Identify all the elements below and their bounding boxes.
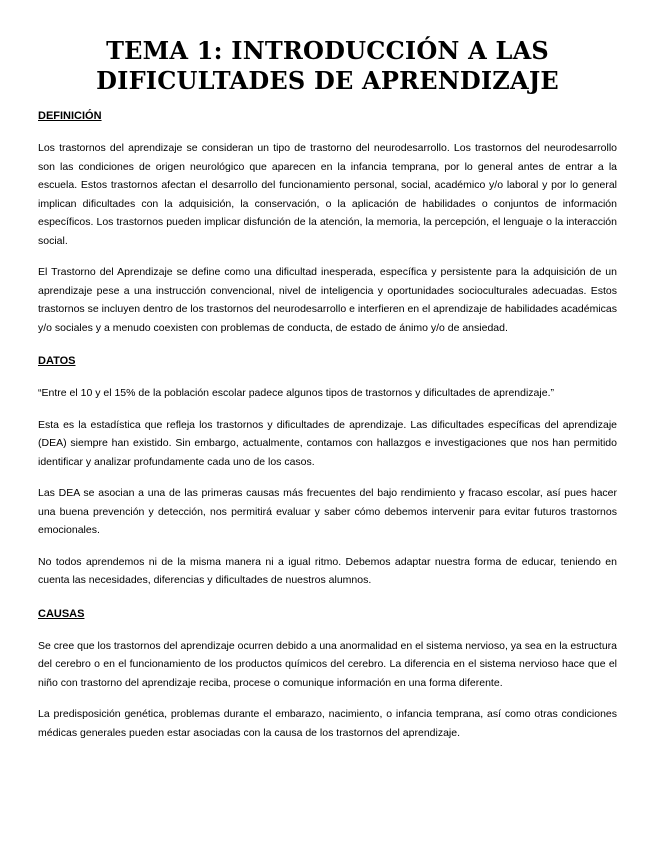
title-line-1: TEMA 1: INTRODUCCIÓN A LAS xyxy=(106,36,549,65)
datos-paragraph-3: Las DEA se asocian a una de las primeras causas más frecuentes del bajo rendimiento y fracaso escolar, así pues hacer una buena prevención y detección, nos permitirá evaluar y saber cómo debemos intervenir para evitar futuros trastornos emocionales. xyxy=(38,487,617,536)
section-datos xyxy=(38,354,617,590)
causas-paragraph-1: Se cree que los trastornos del aprendizaje ocurren debido a una anormalidad en el sistema nervioso, ya sea en la estructura del cerebro o en el funcionamiento de los productos químicos del cerebro. La diferencia en el sistema nervioso hace que el niño con trastorno del aprendizaje reciba, procese o comunique información en una forma diferente. xyxy=(38,639,618,689)
heading-causas: CAUSAS xyxy=(38,607,85,620)
heading-datos: DATOS xyxy=(38,355,76,367)
heading-definicion: DEFINICIÓN xyxy=(38,110,102,122)
definicion-paragraph-1: Los trastornos del aprendizaje se consideran un tipo de trastorno del neurodesarrollo. Los trastornos del neurodesarrollo son las condiciones de origen neurológico que aparecen en la infancia temprana, por lo general antes de entrar a la escuela. Estos trastornos afectan el desarrollo del funcionamiento personal, social, académico y/o laboral y por lo general implican dificultades con la adquisición, la conservación, o la aplicación de habilidades o conjuntos de información específicos. Los trastornos pueden implicar disfunción de la atención, la memoria, la percepción, el lenguaje o la interacción social. xyxy=(38,142,617,247)
section-definicion xyxy=(38,109,617,337)
definicion-paragraph-2: El Trastorno del Aprendizaje se define como una dificultad inesperada, específica y persistente para la adquisición de un aprendizaje pese a una instrucción convencional, nivel de inteligencia y oportunidades socioculturales adecuadas. Estos trastornos se incluyen dentro de los trastornos del neurodesarrollo e interfieren en el aprendizaje de habilidades académicas y/o sociales y a menudo coexisten con problemas de conducta, de estado de ánimo y/o de ansiedad. xyxy=(38,266,618,334)
datos-paragraph-2: Esta es la estadística que refleja los trastornos y dificultades de aprendizaje. Las dificultades específicas del aprendizaje (DEA) siempre han existido. Sin embargo, actualmente, contamos con hallazgos e investigaciones que nos han permitido identificar y analizar profundamente cada uno de los casos. xyxy=(38,418,617,468)
document-title xyxy=(38,36,617,96)
title-line-2: DIFICULTADES DE APRENDIZAJE xyxy=(96,66,559,95)
datos-paragraph-4: No todos aprendemos ni de la misma manera ni a igual ritmo. Debemos adaptar nuestra forma de educar, teniendo en cuenta las necesidades, diferencias y dificultades de nuestros alumnos. xyxy=(38,555,617,586)
datos-quote: “Entre el 10 y el 15% de la población escolar padece algunos tipos de trastornos y dificultades de aprendizaje.” xyxy=(38,387,554,399)
causas-paragraph-2: La predisposición genética, problemas durante el embarazo, nacimiento, o infancia temprana, así como otras condiciones médicas generales pueden estar asociadas con la causa de los trastornos del aprendizaje. xyxy=(38,708,617,739)
section-causas xyxy=(38,607,617,743)
